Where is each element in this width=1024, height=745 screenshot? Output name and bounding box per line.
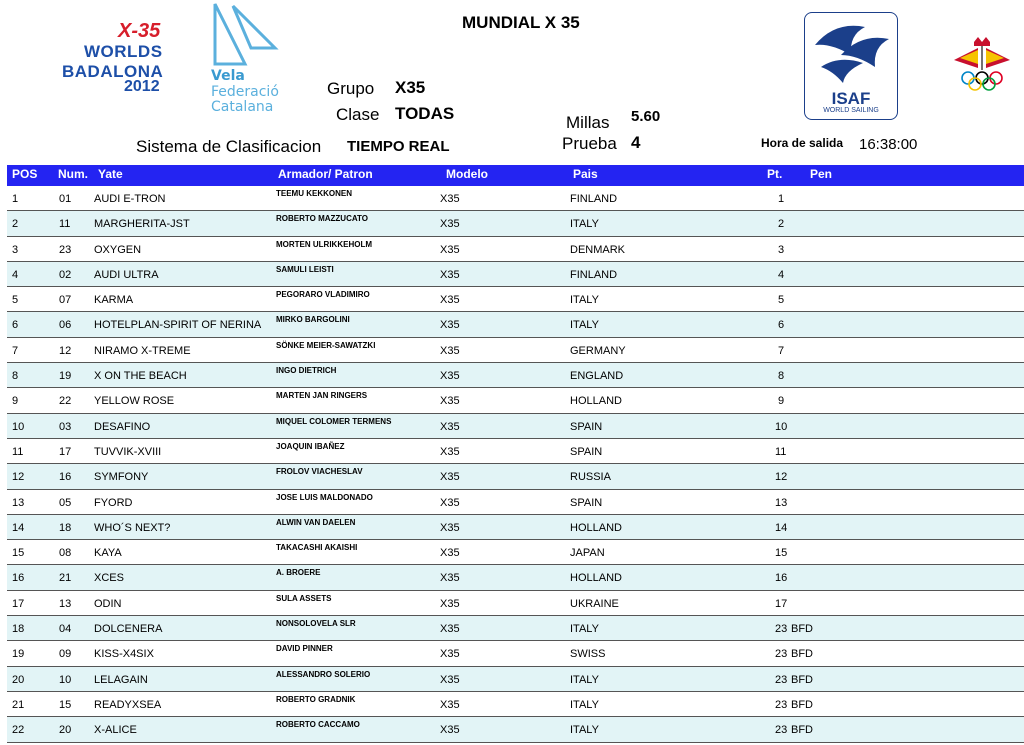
cell-pen: BFD	[791, 724, 813, 737]
cell-pais: ITALY	[570, 623, 599, 636]
cell-armador: MIQUEL COLOMER TERMENS	[276, 416, 392, 426]
millas-value: 5.60	[631, 108, 661, 125]
cell-modelo: X35	[440, 572, 460, 585]
page-title: MUNDIAL X 35	[462, 13, 580, 32]
cell-pt: 1	[778, 193, 785, 205]
cell-num: 23	[59, 243, 72, 256]
cell-armador: A. BROERE	[276, 568, 321, 578]
cell-num: 10	[59, 673, 72, 686]
cell-modelo: X35	[440, 420, 460, 433]
table-row	[7, 667, 1024, 692]
prueba-value: 4	[631, 133, 641, 152]
cell-num: 16	[59, 471, 72, 484]
col-yate: Yate	[98, 167, 123, 181]
vela-logo-line2: Federació	[211, 84, 279, 100]
cell-pt: 9	[778, 395, 785, 408]
vela-logo-line3: Catalana	[211, 99, 274, 115]
cell-num: 13	[59, 597, 72, 610]
cell-num: 09	[59, 648, 72, 661]
cell-armador: JOAQUIN IBAÑEZ	[276, 441, 345, 451]
cell-modelo: X35	[440, 597, 460, 610]
cell-yate: FYORD	[94, 496, 133, 509]
cell-armador: FROLOV VIACHESLAV	[276, 467, 363, 477]
col-pais: Pais	[573, 167, 598, 181]
sail-icon	[211, 2, 281, 72]
table-row	[7, 616, 1024, 641]
cell-yate: AUDI E-TRON	[94, 193, 166, 205]
col-pt: Pt.	[767, 167, 783, 181]
cell-pais: HOLLAND	[570, 572, 622, 585]
millas-label: Millas	[566, 113, 610, 132]
table-row	[7, 287, 1024, 312]
cell-modelo: X35	[440, 698, 460, 711]
isaf-sails-icon	[805, 15, 897, 87]
cell-modelo: X35	[440, 521, 460, 534]
cell-pais: GERMANY	[570, 344, 626, 357]
cell-yate: DESAFINO	[94, 420, 151, 433]
x35-worlds-logo	[60, 18, 172, 102]
col-pos: POS	[12, 167, 38, 181]
hora-salida-label: Hora de salida	[761, 136, 844, 150]
cell-pais: ITALY	[570, 319, 599, 332]
table-row	[7, 312, 1024, 337]
sistema-label: Sistema de Clasificacion	[136, 137, 322, 156]
cell-armador: ROBERTO GRADNIK	[276, 694, 356, 704]
x35-logo-mark: X-35	[118, 20, 161, 42]
cell-pt: 23	[775, 673, 788, 686]
cell-pais: FINLAND	[570, 193, 618, 205]
x35-logo-year: 2012	[124, 78, 160, 95]
hora-salida-value: 16:38:00	[859, 136, 918, 153]
cell-armador: ALWIN VAN DAELEN	[276, 517, 356, 527]
table-row	[7, 186, 1024, 211]
cell-modelo: X35	[440, 319, 460, 332]
cell-modelo: X35	[440, 445, 460, 458]
cell-num: 22	[59, 395, 72, 408]
cell-armador: NONSOLOVELA SLR	[276, 619, 356, 629]
table-row	[7, 414, 1024, 439]
cell-pt: 23	[775, 648, 788, 661]
cell-pt: 2	[778, 218, 785, 231]
cell-pen: BFD	[791, 698, 813, 711]
crown-flag-rings-icon	[950, 36, 1014, 92]
x35-logo-worlds: WORLDS	[84, 42, 163, 61]
table-row	[7, 717, 1024, 742]
cell-num: 21	[59, 572, 72, 585]
cell-num: 04	[59, 623, 72, 636]
table-row	[7, 591, 1024, 616]
table-row	[7, 464, 1024, 489]
col-num: Num.	[58, 167, 88, 181]
cell-pais: SPAIN	[570, 445, 603, 458]
prueba-label: Prueba	[562, 134, 617, 153]
cell-num: 05	[59, 496, 72, 509]
grupo-value: X35	[395, 78, 426, 97]
cell-pais: ITALY	[570, 218, 599, 231]
cell-pt: 11	[775, 445, 787, 458]
cell-yate: LELAGAIN	[94, 673, 148, 686]
cell-armador: MIRKO BARGOLINI	[276, 315, 350, 325]
table-row	[7, 262, 1024, 287]
cell-armador: MARTEN JAN RINGERS	[276, 391, 368, 401]
cell-pais: ENGLAND	[570, 370, 624, 383]
table-row	[7, 490, 1024, 515]
cell-pt: 4	[778, 268, 785, 281]
cell-pen: BFD	[791, 673, 813, 686]
cell-armador: ALESSANDRO SOLERIO	[276, 669, 371, 679]
cell-armador: SULA ASSETS	[276, 593, 332, 603]
cell-pais: SPAIN	[570, 496, 603, 509]
cell-num: 20	[59, 724, 72, 737]
table-row	[7, 237, 1024, 262]
cell-pt: 16	[775, 572, 788, 585]
cell-num: 02	[59, 268, 72, 281]
cell-pos: 21	[12, 698, 25, 711]
cell-modelo: X35	[440, 648, 460, 661]
cell-pt: 23	[775, 698, 788, 711]
cell-modelo: X35	[440, 344, 460, 357]
grupo-label: Grupo	[327, 79, 375, 98]
rfev-olympic-logo	[950, 36, 1014, 92]
cell-pen: BFD	[791, 623, 813, 636]
cell-pais: SPAIN	[570, 420, 603, 433]
table-row	[7, 363, 1024, 388]
cell-pt: 6	[778, 319, 785, 332]
cell-yate: DOLCENERA	[94, 623, 163, 636]
cell-modelo: X35	[440, 193, 460, 205]
cell-pais: UKRAINE	[570, 597, 619, 610]
cell-pos: 13	[12, 496, 25, 509]
cell-yate: KAYA	[94, 547, 122, 560]
cell-pos: 9	[12, 395, 19, 408]
cell-yate: YELLOW ROSE	[94, 395, 175, 408]
cell-pos: 15	[12, 547, 25, 560]
cell-armador: ROBERTO MAZZUCATO	[276, 214, 368, 224]
cell-pt: 17	[775, 597, 788, 610]
cell-armador: ROBERTO CACCAMO	[276, 720, 360, 730]
cell-yate: WHO´S NEXT?	[94, 521, 171, 534]
table-row	[7, 515, 1024, 540]
cell-pais: DENMARK	[570, 243, 626, 256]
cell-yate: X ON THE BEACH	[94, 370, 187, 383]
cell-yate: SYMFONY	[94, 471, 149, 484]
cell-num: 19	[59, 370, 72, 383]
cell-num: 12	[59, 344, 72, 357]
cell-num: 17	[59, 445, 72, 458]
cell-pos: 2	[12, 218, 19, 231]
clase-label: Clase	[336, 105, 380, 124]
cell-pt: 7	[778, 344, 785, 357]
table-row	[7, 338, 1024, 363]
cell-pt: 14	[775, 521, 788, 534]
isaf-logo	[804, 12, 898, 120]
cell-modelo: X35	[440, 673, 460, 686]
sistema-value: TIEMPO REAL	[347, 138, 450, 155]
cell-pt: 13	[775, 496, 788, 509]
cell-pos: 5	[12, 294, 19, 307]
cell-pos: 3	[12, 243, 19, 256]
cell-armador: JOSE LUIS MALDONADO	[276, 492, 373, 502]
cell-pos: 18	[12, 623, 25, 636]
cell-yate: HOTELPLAN-SPIRIT OF NERINA	[94, 319, 262, 332]
cell-armador: DAVID PINNER	[276, 644, 333, 654]
cell-pais: HOLLAND	[570, 521, 622, 534]
table-row	[7, 540, 1024, 565]
isaf-logo-subtitle: WORLD SAILING	[823, 107, 879, 114]
cell-pt: 3	[778, 243, 785, 256]
cell-pais: FINLAND	[570, 268, 618, 281]
cell-armador: TEEMU KEKKONEN	[276, 189, 353, 198]
cell-modelo: X35	[440, 547, 460, 560]
cell-pais: ITALY	[570, 698, 599, 711]
cell-yate: AUDI ULTRA	[94, 268, 159, 281]
col-pen: Pen	[810, 167, 833, 181]
vela-logo-line1: Vela	[211, 68, 245, 84]
cell-pt: 10	[775, 420, 788, 433]
cell-modelo: X35	[440, 218, 460, 231]
cell-modelo: X35	[440, 724, 460, 737]
cell-armador: INGO DIETRICH	[276, 366, 337, 376]
federacio-catalana-vela-logo	[205, 2, 300, 117]
cell-num: 06	[59, 319, 72, 332]
x35-logo-city: BADALONA	[62, 62, 164, 81]
table-row	[7, 641, 1024, 666]
cell-pt: 12	[775, 471, 788, 484]
cell-modelo: X35	[440, 243, 460, 256]
table-row	[7, 565, 1024, 590]
cell-yate: READYXSEA	[94, 698, 162, 711]
cell-armador: MORTEN ULRIKKEHOLM	[276, 239, 372, 249]
cell-pos: 7	[12, 344, 19, 357]
results-table-body	[7, 186, 1024, 743]
cell-num: 11	[59, 218, 71, 231]
cell-pos: 20	[12, 673, 25, 686]
cell-pos: 16	[12, 572, 25, 585]
cell-yate: ODIN	[94, 597, 122, 610]
cell-pais: ITALY	[570, 673, 599, 686]
cell-pos: 10	[12, 420, 25, 433]
cell-armador: SAMULI LEISTI	[276, 264, 334, 274]
cell-pt: 23	[775, 623, 788, 636]
cell-pos: 1	[12, 193, 19, 205]
cell-num: 07	[59, 294, 72, 307]
cell-modelo: X35	[440, 294, 460, 307]
results-table-header	[7, 165, 1024, 186]
cell-pt: 23	[775, 724, 788, 737]
cell-pos: 22	[12, 724, 25, 737]
cell-yate: MARGHERITA-JST	[94, 218, 190, 231]
cell-modelo: X35	[440, 395, 460, 408]
cell-pais: RUSSIA	[570, 471, 611, 484]
cell-modelo: X35	[440, 471, 460, 484]
cell-yate: X-ALICE	[94, 724, 137, 737]
cell-yate: XCES	[94, 572, 124, 585]
table-row	[7, 388, 1024, 413]
cell-yate: KARMA	[94, 294, 134, 307]
col-modelo: Modelo	[446, 167, 488, 181]
cell-armador: TAKACASHI AKAISHI	[276, 543, 358, 553]
cell-armador: SÖNKE MEIER-SAWATZKI	[276, 340, 376, 350]
isaf-logo-name: ISAF	[831, 89, 871, 108]
cell-num: 15	[59, 698, 72, 711]
table-row	[7, 211, 1024, 236]
cell-yate: TUVVIK-XVIII	[94, 445, 162, 458]
cell-pt: 8	[778, 370, 785, 383]
cell-yate: OXYGEN	[94, 243, 142, 256]
cell-pos: 12	[12, 471, 25, 484]
cell-modelo: X35	[440, 623, 460, 636]
cell-pen: BFD	[791, 648, 813, 661]
cell-modelo: X35	[440, 496, 460, 509]
cell-num: 18	[59, 521, 72, 534]
clase-value: TODAS	[395, 104, 455, 123]
cell-modelo: X35	[440, 370, 460, 383]
cell-pais: JAPAN	[570, 547, 605, 560]
cell-pais: ITALY	[570, 294, 599, 307]
cell-modelo: X35	[440, 268, 460, 281]
cell-yate: NIRAMO X-TREME	[94, 344, 191, 357]
cell-pais: HOLLAND	[570, 395, 622, 408]
cell-pos: 14	[12, 521, 25, 534]
col-armador: Armador/ Patron	[278, 167, 373, 181]
cell-pt: 5	[778, 294, 785, 307]
cell-armador: PEGORARO VLADIMIRO	[276, 290, 370, 300]
table-row	[7, 439, 1024, 464]
cell-num: 08	[59, 547, 72, 560]
cell-yate: KISS-X4SIX	[94, 648, 154, 661]
cell-pos: 11	[12, 445, 24, 458]
cell-pos: 6	[12, 319, 19, 332]
table-row	[7, 692, 1024, 717]
cell-pais: ITALY	[570, 724, 599, 737]
cell-pos: 17	[12, 597, 25, 610]
cell-num: 01	[59, 193, 72, 205]
cell-pais: SWISS	[570, 648, 606, 661]
cell-pos: 8	[12, 370, 19, 383]
cell-pos: 19	[12, 648, 25, 661]
cell-num: 03	[59, 420, 72, 433]
cell-pt: 15	[775, 547, 788, 560]
cell-pos: 4	[12, 268, 19, 281]
